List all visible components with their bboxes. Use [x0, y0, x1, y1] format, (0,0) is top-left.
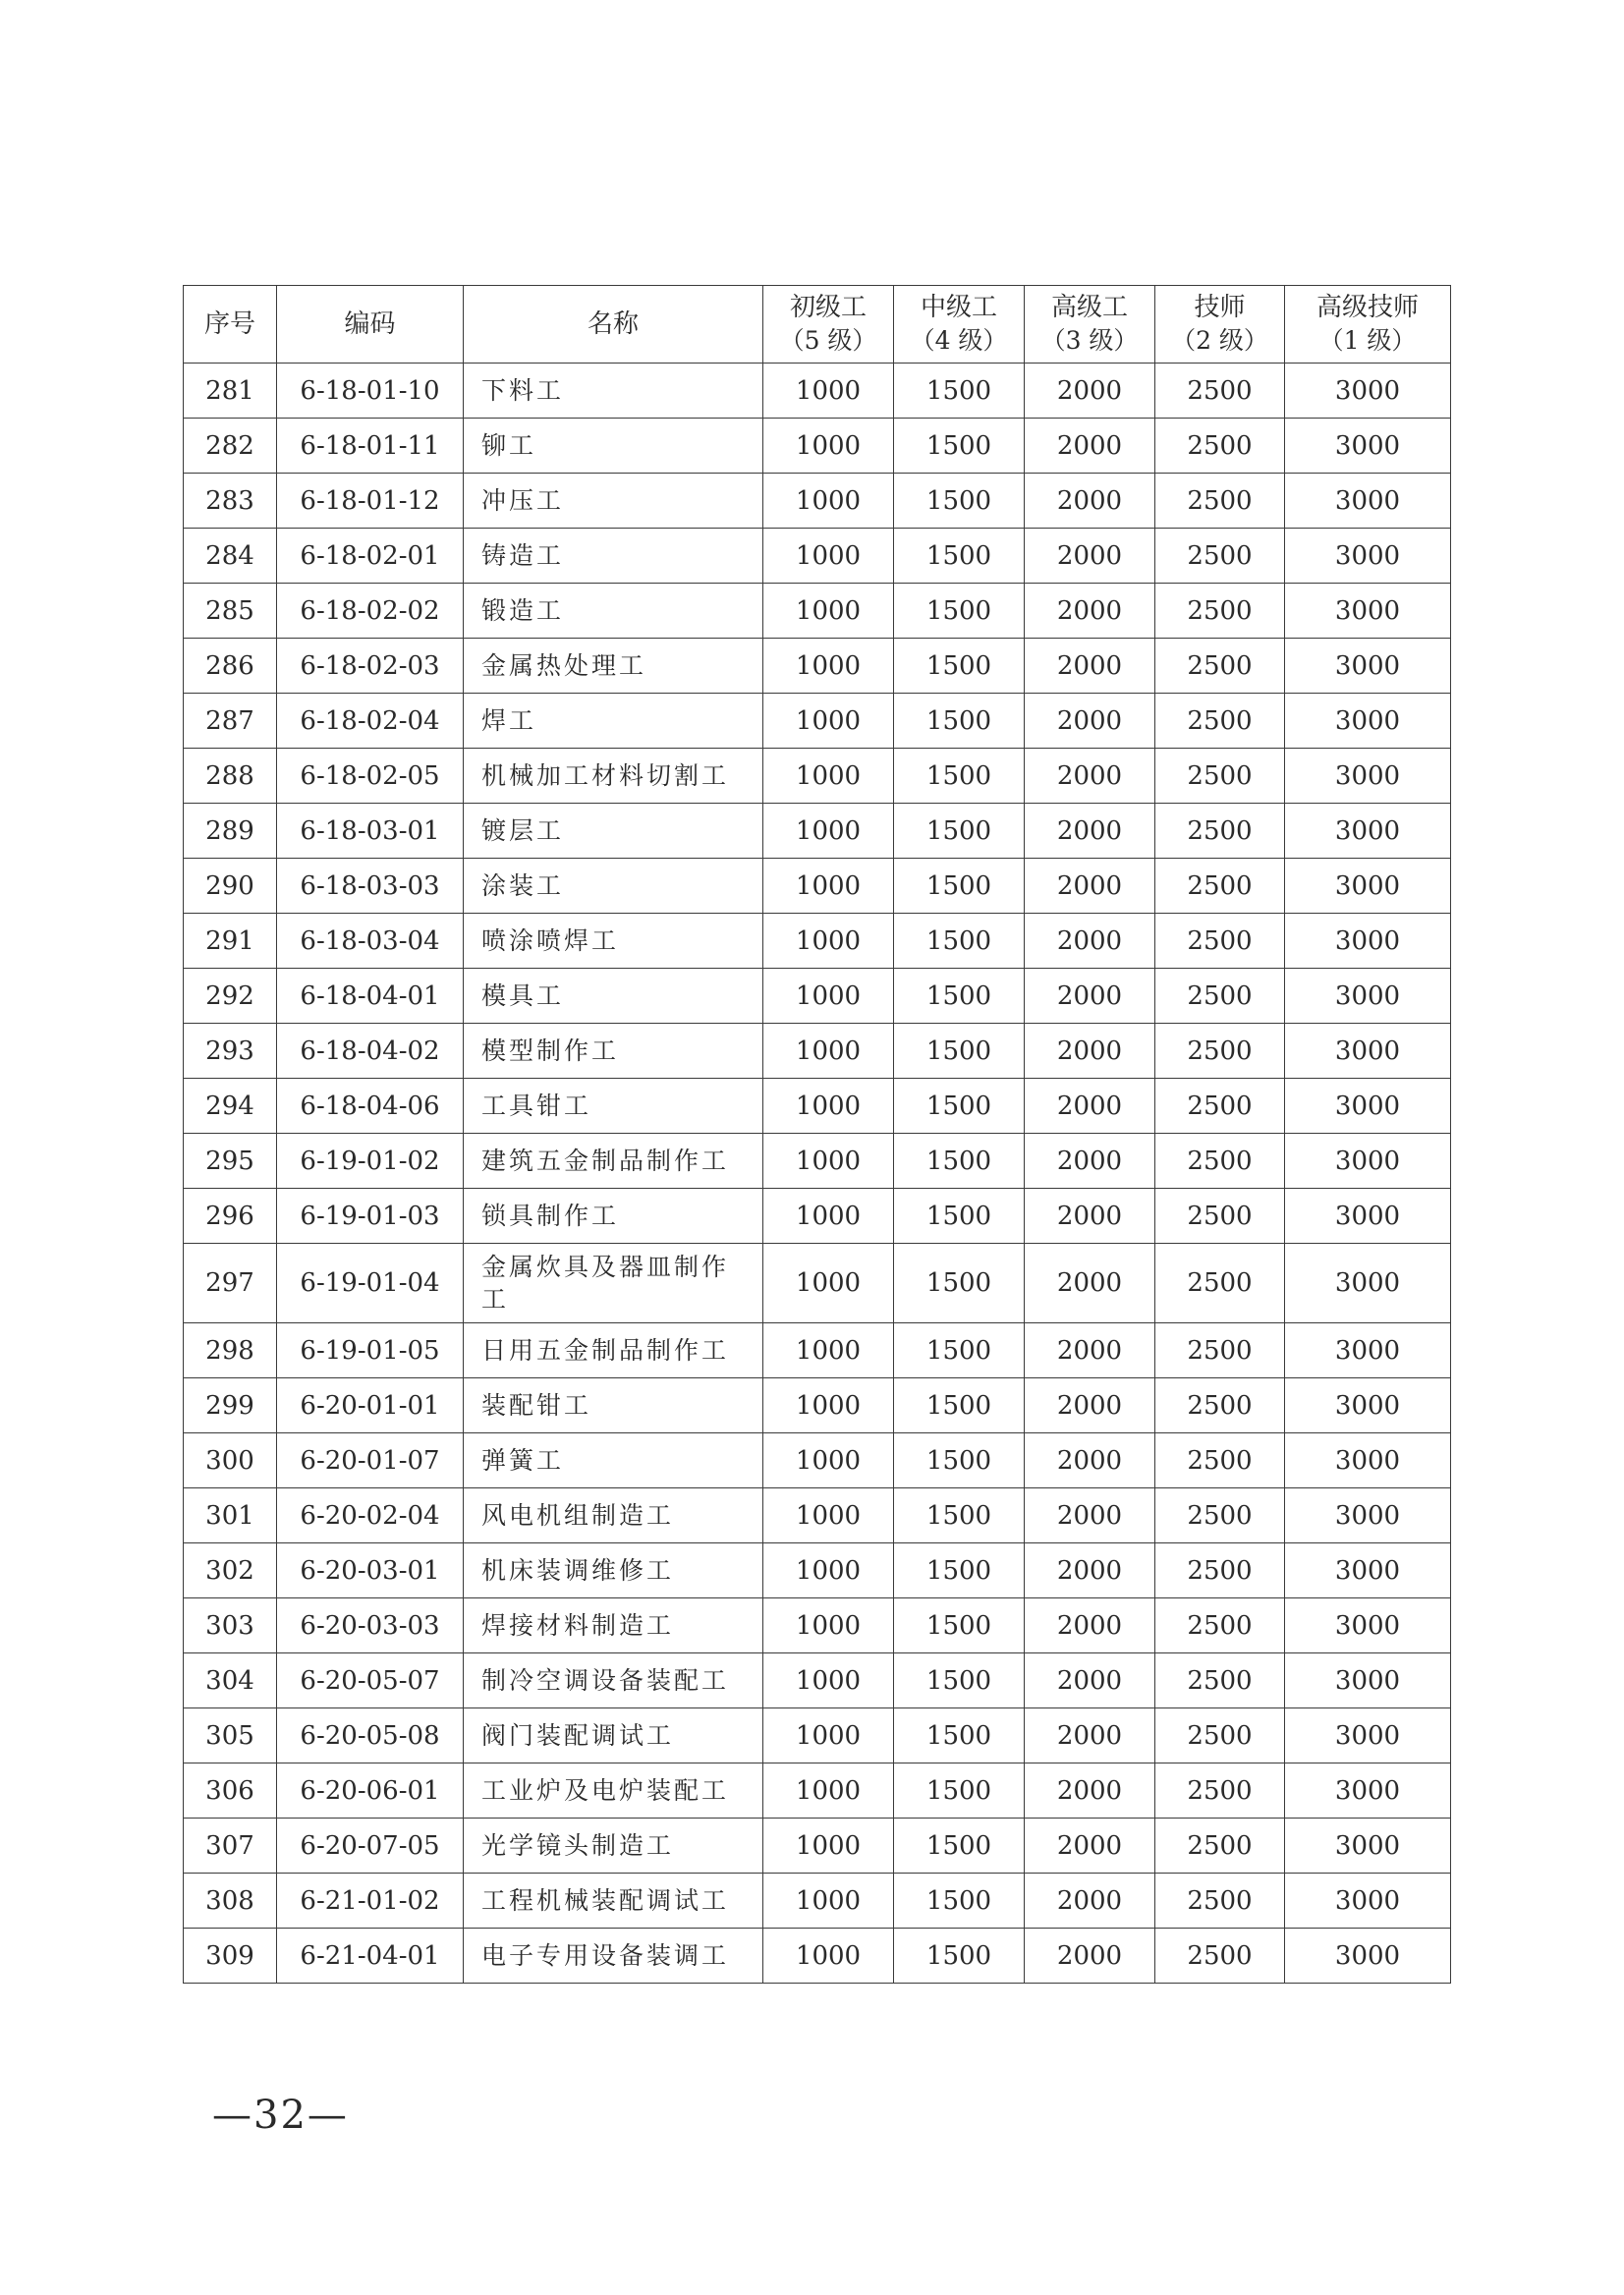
cell-level-1: 3000 — [1285, 859, 1451, 914]
cell-level-3: 2000 — [1025, 749, 1155, 804]
cell-name: 装配钳工 — [464, 1378, 763, 1433]
cell-code: 6-18-04-02 — [277, 1024, 464, 1079]
cell-level-5: 1000 — [763, 1653, 894, 1708]
cell-level-3: 2000 — [1025, 419, 1155, 474]
header-level-title: 高级技师 — [1316, 293, 1419, 322]
cell-level-5: 1000 — [763, 1433, 894, 1488]
cell-seq: 294 — [184, 1079, 277, 1134]
cell-name: 光学镜头制造工 — [464, 1819, 763, 1874]
cell-level-1: 3000 — [1285, 1874, 1451, 1929]
header-level-title: 初级工 — [789, 293, 867, 322]
cell-name: 喷涂喷焊工 — [464, 914, 763, 969]
cell-code: 6-20-06-01 — [277, 1763, 464, 1819]
table-row — [184, 1134, 1451, 1189]
table-row — [184, 639, 1451, 694]
cell-seq: 287 — [184, 694, 277, 749]
cell-level-4: 1500 — [894, 1763, 1025, 1819]
cell-level-2: 2500 — [1155, 584, 1285, 639]
cell-name: 模型制作工 — [464, 1024, 763, 1079]
cell-level-1: 3000 — [1285, 969, 1451, 1024]
header-level-title: 技师 — [1194, 293, 1246, 322]
cell-level-3: 2000 — [1025, 529, 1155, 584]
header-level-grade: （2 级） — [1171, 326, 1268, 355]
table-row — [184, 1819, 1451, 1874]
header-level-title: 高级工 — [1050, 293, 1128, 322]
cell-level-4: 1500 — [894, 1189, 1025, 1244]
cell-level-2: 2500 — [1155, 914, 1285, 969]
cell-name: 风电机组制造工 — [464, 1488, 763, 1543]
cell-level-4: 1500 — [894, 914, 1025, 969]
cell-level-1: 3000 — [1285, 1763, 1451, 1819]
cell-level-2: 2500 — [1155, 749, 1285, 804]
cell-level-5: 1000 — [763, 859, 894, 914]
cell-code: 6-20-01-07 — [277, 1433, 464, 1488]
cell-level-1: 3000 — [1285, 1543, 1451, 1598]
cell-code: 6-20-03-03 — [277, 1598, 464, 1653]
cell-code: 6-21-01-02 — [277, 1874, 464, 1929]
cell-seq: 293 — [184, 1024, 277, 1079]
cell-level-2: 2500 — [1155, 859, 1285, 914]
cell-level-5: 1000 — [763, 1244, 894, 1323]
cell-level-2: 2500 — [1155, 1024, 1285, 1079]
subsidy-table — [183, 285, 1451, 1984]
cell-level-2: 2500 — [1155, 694, 1285, 749]
cell-level-3: 2000 — [1025, 1488, 1155, 1543]
cell-level-4: 1500 — [894, 1653, 1025, 1708]
header-level-2 — [1155, 286, 1285, 364]
cell-level-4: 1500 — [894, 584, 1025, 639]
cell-level-4: 1500 — [894, 804, 1025, 859]
cell-level-4: 1500 — [894, 1598, 1025, 1653]
cell-name: 日用五金制品制作工 — [464, 1323, 763, 1378]
cell-level-4: 1500 — [894, 1079, 1025, 1134]
table-row — [184, 1874, 1451, 1929]
table-row — [184, 1488, 1451, 1543]
cell-name: 工具钳工 — [464, 1079, 763, 1134]
cell-level-4: 1500 — [894, 529, 1025, 584]
cell-seq: 309 — [184, 1929, 277, 1984]
cell-seq: 298 — [184, 1323, 277, 1378]
cell-level-2: 2500 — [1155, 1378, 1285, 1433]
cell-level-5: 1000 — [763, 1189, 894, 1244]
cell-level-3: 2000 — [1025, 914, 1155, 969]
table-row — [184, 1929, 1451, 1984]
table-row — [184, 1653, 1451, 1708]
cell-code: 6-19-01-02 — [277, 1134, 464, 1189]
cell-level-3: 2000 — [1025, 1653, 1155, 1708]
cell-level-1: 3000 — [1285, 1708, 1451, 1763]
header-level-grade: （5 级） — [779, 326, 877, 355]
table-row — [184, 1543, 1451, 1598]
cell-seq: 284 — [184, 529, 277, 584]
cell-code: 6-18-02-03 — [277, 639, 464, 694]
cell-level-5: 1000 — [763, 914, 894, 969]
cell-level-1: 3000 — [1285, 584, 1451, 639]
cell-seq: 297 — [184, 1244, 277, 1323]
cell-level-1: 3000 — [1285, 1244, 1451, 1323]
table-row — [184, 1323, 1451, 1378]
cell-level-2: 2500 — [1155, 364, 1285, 419]
cell-level-3: 2000 — [1025, 1708, 1155, 1763]
cell-seq: 288 — [184, 749, 277, 804]
cell-name: 锁具制作工 — [464, 1189, 763, 1244]
cell-level-2: 2500 — [1155, 474, 1285, 529]
cell-level-2: 2500 — [1155, 639, 1285, 694]
cell-level-1: 3000 — [1285, 1378, 1451, 1433]
cell-level-4: 1500 — [894, 1024, 1025, 1079]
cell-level-5: 1000 — [763, 1708, 894, 1763]
table-row — [184, 474, 1451, 529]
cell-level-1: 3000 — [1285, 694, 1451, 749]
cell-name: 工业炉及电炉装配工 — [464, 1763, 763, 1819]
cell-level-1: 3000 — [1285, 1323, 1451, 1378]
cell-level-5: 1000 — [763, 1024, 894, 1079]
cell-level-5: 1000 — [763, 1323, 894, 1378]
cell-level-3: 2000 — [1025, 474, 1155, 529]
cell-level-2: 2500 — [1155, 1653, 1285, 1708]
cell-seq: 302 — [184, 1543, 277, 1598]
table-row — [184, 419, 1451, 474]
cell-level-1: 3000 — [1285, 1189, 1451, 1244]
cell-seq: 295 — [184, 1134, 277, 1189]
cell-name: 模具工 — [464, 969, 763, 1024]
cell-code: 6-20-05-08 — [277, 1708, 464, 1763]
cell-code: 6-20-05-07 — [277, 1653, 464, 1708]
cell-name: 电子专用设备装调工 — [464, 1929, 763, 1984]
cell-level-1: 3000 — [1285, 1134, 1451, 1189]
cell-code: 6-18-03-01 — [277, 804, 464, 859]
cell-seq: 292 — [184, 969, 277, 1024]
cell-seq: 304 — [184, 1653, 277, 1708]
cell-name: 冲压工 — [464, 474, 763, 529]
cell-level-4: 1500 — [894, 1323, 1025, 1378]
table-row — [184, 529, 1451, 584]
cell-level-1: 3000 — [1285, 639, 1451, 694]
cell-level-3: 2000 — [1025, 1874, 1155, 1929]
cell-level-3: 2000 — [1025, 1433, 1155, 1488]
cell-level-2: 2500 — [1155, 1488, 1285, 1543]
cell-level-5: 1000 — [763, 1763, 894, 1819]
cell-name: 制冷空调设备装配工 — [464, 1653, 763, 1708]
cell-level-5: 1000 — [763, 474, 894, 529]
cell-level-4: 1500 — [894, 1378, 1025, 1433]
cell-seq: 282 — [184, 419, 277, 474]
header-level-1 — [1285, 286, 1451, 364]
table-row — [184, 694, 1451, 749]
cell-level-2: 2500 — [1155, 1543, 1285, 1598]
cell-name: 机械加工材料切割工 — [464, 749, 763, 804]
cell-level-2: 2500 — [1155, 1433, 1285, 1488]
header-level-3 — [1025, 286, 1155, 364]
cell-seq: 303 — [184, 1598, 277, 1653]
cell-name: 金属炊具及器皿制作工 — [464, 1244, 763, 1323]
cell-level-4: 1500 — [894, 1708, 1025, 1763]
header-level-title: 中级工 — [920, 293, 997, 322]
cell-level-3: 2000 — [1025, 859, 1155, 914]
cell-level-2: 2500 — [1155, 1929, 1285, 1984]
cell-level-5: 1000 — [763, 529, 894, 584]
cell-seq: 307 — [184, 1819, 277, 1874]
cell-code: 6-18-03-04 — [277, 914, 464, 969]
table-row — [184, 584, 1451, 639]
header-row — [184, 286, 1451, 364]
cell-level-4: 1500 — [894, 1488, 1025, 1543]
cell-level-4: 1500 — [894, 364, 1025, 419]
cell-level-2: 2500 — [1155, 1189, 1285, 1244]
cell-level-1: 3000 — [1285, 1079, 1451, 1134]
cell-level-2: 2500 — [1155, 529, 1285, 584]
cell-level-3: 2000 — [1025, 1598, 1155, 1653]
cell-level-5: 1000 — [763, 1543, 894, 1598]
cell-level-3: 2000 — [1025, 694, 1155, 749]
cell-level-3: 2000 — [1025, 1079, 1155, 1134]
cell-level-3: 2000 — [1025, 1929, 1155, 1984]
cell-code: 6-18-03-03 — [277, 859, 464, 914]
cell-level-5: 1000 — [763, 1134, 894, 1189]
cell-level-3: 2000 — [1025, 1189, 1155, 1244]
cell-name: 阀门装配调试工 — [464, 1708, 763, 1763]
cell-level-5: 1000 — [763, 1378, 894, 1433]
cell-name: 铸造工 — [464, 529, 763, 584]
cell-name: 锻造工 — [464, 584, 763, 639]
cell-level-5: 1000 — [763, 419, 894, 474]
cell-level-3: 2000 — [1025, 804, 1155, 859]
cell-seq: 305 — [184, 1708, 277, 1763]
cell-level-1: 3000 — [1285, 1929, 1451, 1984]
cell-level-2: 2500 — [1155, 419, 1285, 474]
table-row — [184, 969, 1451, 1024]
cell-code: 6-18-02-04 — [277, 694, 464, 749]
cell-level-5: 1000 — [763, 804, 894, 859]
cell-level-5: 1000 — [763, 584, 894, 639]
cell-level-3: 2000 — [1025, 1543, 1155, 1598]
cell-level-5: 1000 — [763, 1488, 894, 1543]
cell-seq: 285 — [184, 584, 277, 639]
cell-level-1: 3000 — [1285, 1488, 1451, 1543]
cell-name: 机床装调维修工 — [464, 1543, 763, 1598]
table-row — [184, 1598, 1451, 1653]
cell-level-5: 1000 — [763, 1598, 894, 1653]
header-code: 编码 — [277, 286, 464, 364]
cell-level-1: 3000 — [1285, 1653, 1451, 1708]
cell-code: 6-18-01-10 — [277, 364, 464, 419]
cell-level-5: 1000 — [763, 1874, 894, 1929]
cell-code: 6-21-04-01 — [277, 1929, 464, 1984]
cell-level-2: 2500 — [1155, 1134, 1285, 1189]
cell-level-3: 2000 — [1025, 639, 1155, 694]
cell-level-4: 1500 — [894, 1134, 1025, 1189]
cell-level-2: 2500 — [1155, 1244, 1285, 1323]
cell-level-3: 2000 — [1025, 1819, 1155, 1874]
cell-seq: 286 — [184, 639, 277, 694]
cell-seq: 301 — [184, 1488, 277, 1543]
table-row — [184, 749, 1451, 804]
cell-level-3: 2000 — [1025, 1323, 1155, 1378]
cell-level-2: 2500 — [1155, 804, 1285, 859]
cell-code: 6-19-01-05 — [277, 1323, 464, 1378]
cell-name: 焊接材料制造工 — [464, 1598, 763, 1653]
cell-level-5: 1000 — [763, 1079, 894, 1134]
cell-level-4: 1500 — [894, 1874, 1025, 1929]
cell-name: 金属热处理工 — [464, 639, 763, 694]
cell-level-2: 2500 — [1155, 1819, 1285, 1874]
cell-seq: 299 — [184, 1378, 277, 1433]
cell-level-3: 2000 — [1025, 1134, 1155, 1189]
header-name: 名称 — [464, 286, 763, 364]
cell-seq: 283 — [184, 474, 277, 529]
cell-level-4: 1500 — [894, 419, 1025, 474]
cell-seq: 296 — [184, 1189, 277, 1244]
cell-level-4: 1500 — [894, 474, 1025, 529]
table-row — [184, 1024, 1451, 1079]
cell-code: 6-20-02-04 — [277, 1488, 464, 1543]
table-row — [184, 1433, 1451, 1488]
cell-level-4: 1500 — [894, 749, 1025, 804]
cell-level-5: 1000 — [763, 694, 894, 749]
cell-level-5: 1000 — [763, 749, 894, 804]
cell-level-4: 1500 — [894, 639, 1025, 694]
table-header — [184, 286, 1451, 364]
cell-level-1: 3000 — [1285, 364, 1451, 419]
header-seq: 序号 — [184, 286, 277, 364]
cell-level-3: 2000 — [1025, 969, 1155, 1024]
table-row — [184, 1378, 1451, 1433]
cell-level-4: 1500 — [894, 1543, 1025, 1598]
table-row — [184, 1708, 1451, 1763]
cell-code: 6-18-02-02 — [277, 584, 464, 639]
cell-level-1: 3000 — [1285, 749, 1451, 804]
cell-level-3: 2000 — [1025, 1244, 1155, 1323]
cell-level-4: 1500 — [894, 1433, 1025, 1488]
cell-seq: 306 — [184, 1763, 277, 1819]
cell-level-4: 1500 — [894, 694, 1025, 749]
cell-level-1: 3000 — [1285, 1819, 1451, 1874]
cell-name: 铆工 — [464, 419, 763, 474]
cell-level-3: 2000 — [1025, 1763, 1155, 1819]
cell-seq: 281 — [184, 364, 277, 419]
cell-name: 下料工 — [464, 364, 763, 419]
cell-level-2: 2500 — [1155, 1079, 1285, 1134]
cell-name: 弹簧工 — [464, 1433, 763, 1488]
cell-code: 6-18-01-11 — [277, 419, 464, 474]
cell-level-4: 1500 — [894, 969, 1025, 1024]
cell-code: 6-20-07-05 — [277, 1819, 464, 1874]
table-row — [184, 1244, 1451, 1323]
cell-seq: 291 — [184, 914, 277, 969]
cell-level-3: 2000 — [1025, 364, 1155, 419]
header-level-4 — [894, 286, 1025, 364]
table-row — [184, 1189, 1451, 1244]
cell-level-1: 3000 — [1285, 1433, 1451, 1488]
cell-seq: 308 — [184, 1874, 277, 1929]
cell-level-1: 3000 — [1285, 804, 1451, 859]
cell-code: 6-20-03-01 — [277, 1543, 464, 1598]
header-level-grade: （4 级） — [910, 326, 1008, 355]
cell-level-5: 1000 — [763, 364, 894, 419]
page-number: —32— — [212, 2093, 349, 2138]
cell-seq: 300 — [184, 1433, 277, 1488]
cell-code: 6-18-02-01 — [277, 529, 464, 584]
header-level-5 — [763, 286, 894, 364]
table-row — [184, 859, 1451, 914]
cell-level-3: 2000 — [1025, 584, 1155, 639]
cell-seq: 290 — [184, 859, 277, 914]
cell-level-5: 1000 — [763, 639, 894, 694]
cell-level-1: 3000 — [1285, 1024, 1451, 1079]
cell-code: 6-18-02-05 — [277, 749, 464, 804]
cell-level-1: 3000 — [1285, 1598, 1451, 1653]
cell-level-1: 3000 — [1285, 914, 1451, 969]
table-body — [184, 364, 1451, 1984]
cell-level-2: 2500 — [1155, 1598, 1285, 1653]
cell-code: 6-19-01-04 — [277, 1244, 464, 1323]
cell-level-4: 1500 — [894, 1244, 1025, 1323]
cell-level-5: 1000 — [763, 1819, 894, 1874]
cell-name: 工程机械装配调试工 — [464, 1874, 763, 1929]
cell-name: 焊工 — [464, 694, 763, 749]
cell-name: 镀层工 — [464, 804, 763, 859]
cell-level-1: 3000 — [1285, 529, 1451, 584]
cell-level-4: 1500 — [894, 1819, 1025, 1874]
cell-level-4: 1500 — [894, 1929, 1025, 1984]
cell-level-1: 3000 — [1285, 419, 1451, 474]
cell-name: 涂装工 — [464, 859, 763, 914]
table-row — [184, 914, 1451, 969]
cell-level-4: 1500 — [894, 859, 1025, 914]
cell-level-5: 1000 — [763, 1929, 894, 1984]
cell-seq: 289 — [184, 804, 277, 859]
cell-level-2: 2500 — [1155, 1323, 1285, 1378]
table-row — [184, 1763, 1451, 1819]
cell-level-2: 2500 — [1155, 1763, 1285, 1819]
cell-level-1: 3000 — [1285, 474, 1451, 529]
cell-level-2: 2500 — [1155, 1874, 1285, 1929]
cell-code: 6-19-01-03 — [277, 1189, 464, 1244]
cell-level-3: 2000 — [1025, 1378, 1155, 1433]
cell-name: 建筑五金制品制作工 — [464, 1134, 763, 1189]
cell-code: 6-18-01-12 — [277, 474, 464, 529]
cell-level-3: 2000 — [1025, 1024, 1155, 1079]
table-row — [184, 364, 1451, 419]
cell-code: 6-18-04-01 — [277, 969, 464, 1024]
cell-code: 6-20-01-01 — [277, 1378, 464, 1433]
header-level-grade: （3 级） — [1040, 326, 1139, 355]
header-level-grade: （1 级） — [1318, 326, 1417, 355]
cell-level-2: 2500 — [1155, 1708, 1285, 1763]
table-row — [184, 1079, 1451, 1134]
cell-level-5: 1000 — [763, 969, 894, 1024]
table-row — [184, 804, 1451, 859]
cell-level-2: 2500 — [1155, 969, 1285, 1024]
cell-code: 6-18-04-06 — [277, 1079, 464, 1134]
